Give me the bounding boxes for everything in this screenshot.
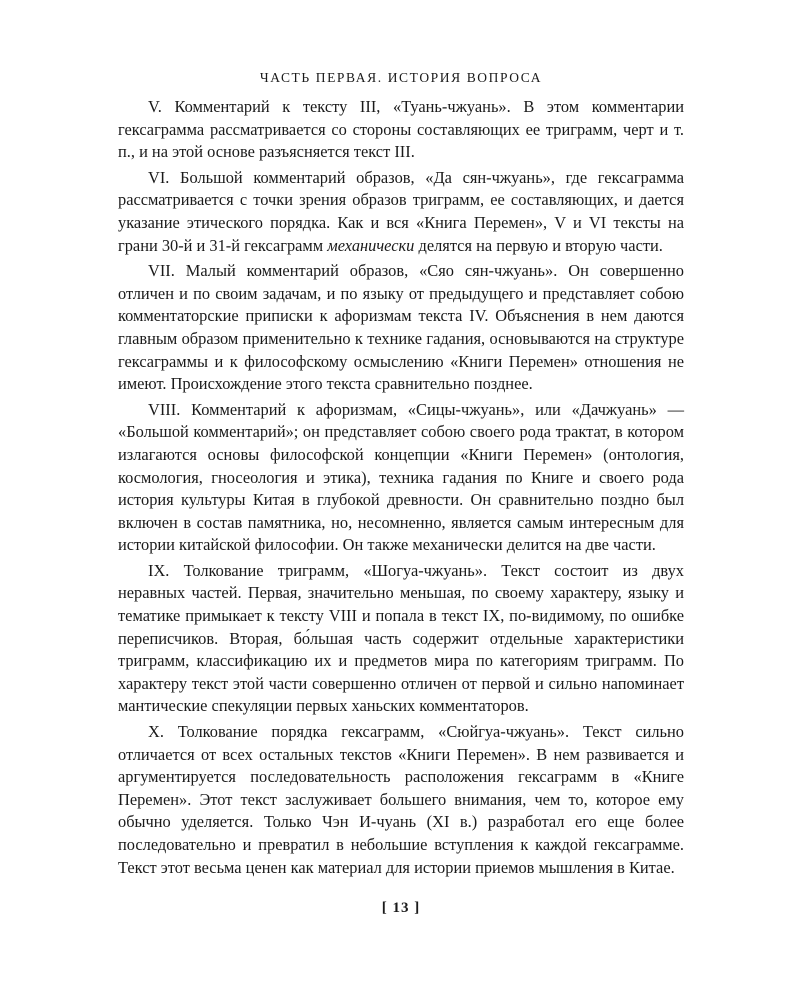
page-number: [ 13 ]: [381, 900, 421, 916]
paragraph-vi-text: VI. Большой комментарий образов, «Да сян-чжуань», где гексаграмма рассматривается с точки зрения образов триграмм, ее составляющих, и дается указание этического порядка. Как и вся «Книга Перемен», V и VI тексты на грани 30-й и 31-й гексаграмм: [118, 167, 684, 255]
paragraph-viii: VIII. Комментарий к афоризмам, «Сицы-чжуань», или «Дачжуань» — «Большой комментарий»; он представляет собою своего рода трактат, в котором излагаются основы философской концепции «Книги Перемен» (онтология, космология, гносеология и этика), техника гадания по Книге и своего рода история культуры Китая в глубокой древности. Он сравнительно поздно был включен в состав памятника, но, несомненно, является самым интересным для истории китайской философии. Он также механически делится на две части.: [118, 399, 684, 555]
paragraph-v: V. Комментарий к тексту III, «Туань-чжуань». В этом комментарии гексаграмма рассматривается со стороны составляющих ее триграмм, черт и т. п., и на этой основе разъясняется текст III.: [118, 97, 684, 162]
paragraph-vi-tail: делятся на первую и вторую части.: [414, 235, 663, 255]
paragraph-x: X. Толкование порядка гексаграмм, «Сюйгуа-чжуань». Текст сильно отличается от всех остальных текстов «Книги Перемен». В нем развивается и аргументируется последовательность расположения гексаграмм в «Книге Перемен». Этот текст заслуживает большего внимания, чем то, которое ему обычно уделяется. Только Чэн И-чуань (XI в.) разработал его еще более последовательно и превратил в небольшие вступления к каждой гексаграмме. Текст этот весьма ценен как материал для истории приемов мышления в Китае.: [118, 722, 684, 877]
paragraph-vi: [118, 167, 684, 257]
paragraph-ix: IX. Толкование триграмм, «Шогуа-чжуань». Текст состоит из двух неравных частей. Первая, значительно меньшая, по своему характеру, языку и тематике примыкает к тексту VIII и попала в текст IX, по-видимому, по ошибке переписчиков. Вторая, бо́льшая часть содержит отдельные характеристики триграмм, классификацию их и предметов мира по категориям триграмм. По характеру текст этой части совершенно отличен от первой и сильно напоминает мантические спекуляции первых ханьских комментаторов.: [118, 560, 684, 716]
paragraph-vi-emphasis: механически: [327, 235, 415, 255]
paragraph-vii: VII. Малый комментарий образов, «Сяо сян-чжуань». Он совершенно отличен и по своим задачам, и по языку от предыдущего и представляет собою комментаторские приписки к афоризмам текста IV. Объяснения в нем даются главным образом применительно к технике гадания, основываются на структуре гексаграммы и к философскому осмыслению «Книги Перемен» отношения не имеют. Происхождение этого текста сравнительно позднее.: [118, 261, 684, 394]
book-page: [118, 0, 684, 1000]
body-text: [118, 96, 684, 882]
running-head: ЧАСТЬ ПЕРВАЯ. ИСТОРИЯ ВОПРОСА: [259, 70, 543, 85]
